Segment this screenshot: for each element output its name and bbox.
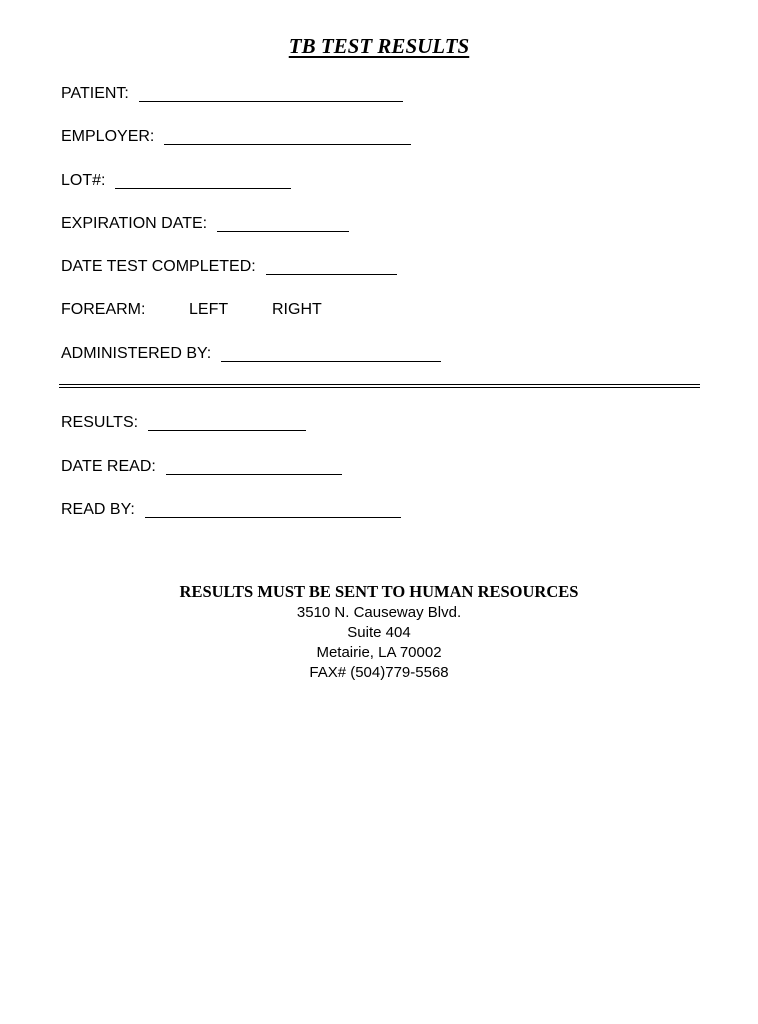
read-by-blank[interactable] — [145, 501, 401, 518]
results-label: RESULTS: — [61, 414, 139, 431]
date-read-field — [61, 457, 342, 477]
section-divider — [59, 384, 700, 388]
hr-address — [0, 603, 758, 683]
address-line-2: Suite 404 — [347, 624, 411, 641]
address-line-3: Metairie, LA 70002 — [316, 644, 442, 661]
administered-by-field — [61, 344, 441, 364]
read-by-label: READ BY: — [61, 501, 135, 518]
lot-field — [61, 171, 291, 191]
read-by-field — [61, 500, 401, 520]
forearm-left-option[interactable]: LEFT — [189, 301, 229, 318]
lot-blank[interactable] — [115, 172, 291, 189]
results-blank[interactable] — [148, 414, 306, 431]
page-title: TB TEST RESULTS — [288, 34, 470, 58]
date-test-completed-field — [61, 257, 397, 277]
date-test-completed-blank[interactable] — [266, 258, 397, 275]
forearm-right-option[interactable]: RIGHT — [272, 301, 322, 318]
lot-label: LOT#: — [61, 172, 106, 189]
notice-heading: RESULTS MUST BE SENT TO HUMAN RESOURCES — [179, 582, 579, 601]
patient-blank[interactable] — [139, 85, 403, 102]
results-field — [61, 413, 306, 433]
employer-blank[interactable] — [164, 128, 411, 145]
patient-field — [61, 84, 403, 104]
fax-number: FAX# (504)779-5568 — [309, 664, 449, 681]
address-line-1: 3510 N. Causeway Blvd. — [296, 604, 462, 621]
administered-by-label: ADMINISTERED BY: — [61, 345, 212, 362]
date-read-blank[interactable] — [166, 458, 342, 475]
expiration-date-field — [61, 214, 349, 234]
administered-by-blank[interactable] — [221, 345, 441, 362]
expiration-date-blank[interactable] — [217, 215, 349, 232]
employer-label: EMPLOYER: — [61, 128, 155, 145]
date-test-completed-label: DATE TEST COMPLETED: — [61, 258, 256, 275]
employer-field — [61, 127, 411, 147]
expiration-date-label: EXPIRATION DATE: — [61, 215, 208, 232]
date-read-label: DATE READ: — [61, 458, 156, 475]
forearm-label: FOREARM: — [61, 301, 146, 318]
patient-label: PATIENT: — [61, 85, 129, 102]
